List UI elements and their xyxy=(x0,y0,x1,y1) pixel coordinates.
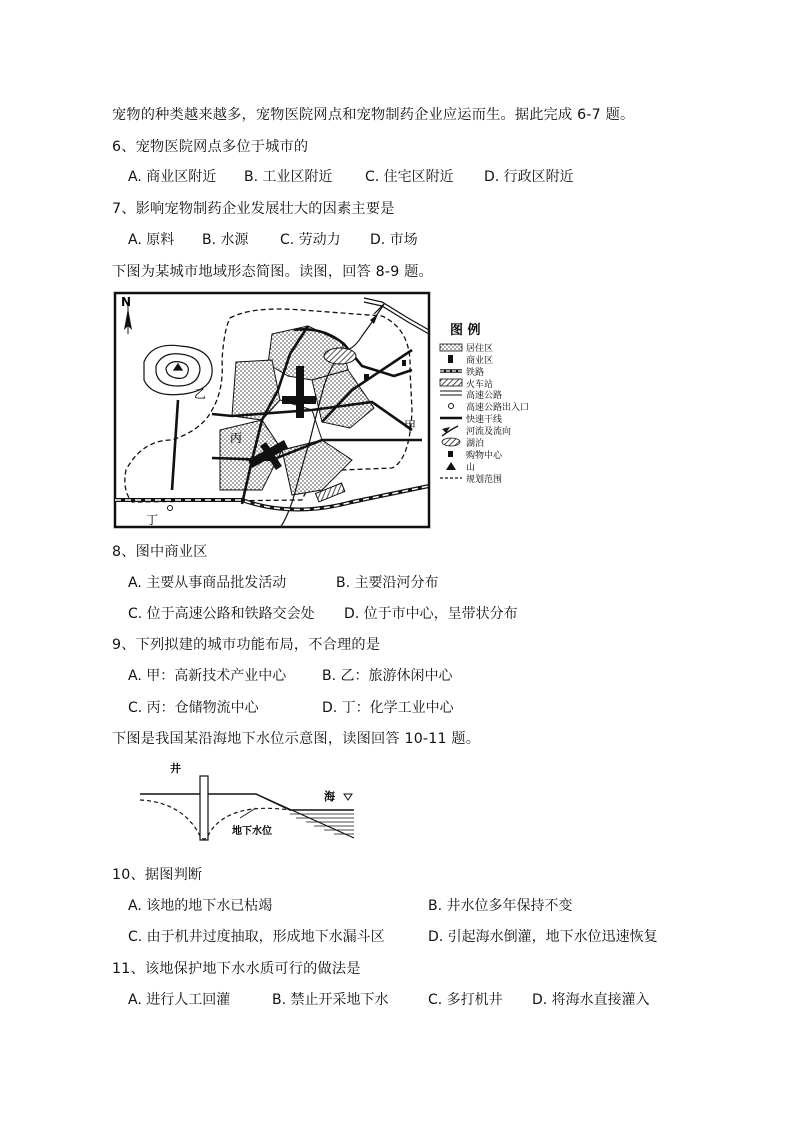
legend-title: 图 例 xyxy=(450,323,481,338)
well-icon xyxy=(200,776,208,840)
label-bing: 丙 xyxy=(230,431,243,445)
q6-option-d[interactable]: D. 行政区附近 xyxy=(484,169,574,185)
water-level-icon xyxy=(344,794,352,800)
q11-option-b[interactable]: B. 禁止开采地下水 xyxy=(272,992,389,1008)
legend-mountain: 山 xyxy=(466,463,476,473)
q7-option-c[interactable]: C. 劳动力 xyxy=(280,232,341,248)
q11-option-a[interactable]: A. 进行人工回灌 xyxy=(128,992,231,1008)
intro-8-9: 下图为某城市地域形态简图。读图，回答 8-9 题。 xyxy=(112,264,433,280)
q6-option-b[interactable]: B. 工业区附近 xyxy=(244,169,333,185)
question-11-stem: 11、该地保护地下水水质可行的做法是 xyxy=(112,961,361,977)
q9-option-a[interactable]: A. 甲：高新技术产业中心 xyxy=(128,668,287,684)
legend-mountain-swatch xyxy=(446,462,456,470)
q6-option-c[interactable]: C. 住宅区附近 xyxy=(365,169,454,185)
q7-option-a[interactable]: A. 原料 xyxy=(128,232,175,248)
q9-option-b[interactable]: B. 乙：旅游休闲中心 xyxy=(322,668,453,684)
map-legend xyxy=(440,322,529,485)
sea-label: 海 xyxy=(324,790,335,803)
shopping-center-icon xyxy=(364,374,369,380)
legend-river-swatch xyxy=(442,426,458,436)
legend-highway: 高速公路 xyxy=(466,391,503,401)
ground-surface xyxy=(140,794,354,810)
groundwater-label: 地下水位 xyxy=(232,826,272,837)
lake-icon xyxy=(324,348,356,364)
legend-exit-swatch xyxy=(449,404,454,409)
legend-exit: 高速公路出入口 xyxy=(466,403,530,413)
label-ding: 丁 xyxy=(146,513,159,527)
intro-6-7: 宠物的种类越来越多，宠物医院网点和宠物制药企业应运而生。据此完成 6-7 题。 xyxy=(112,107,635,123)
shopping-center-icon xyxy=(402,360,406,366)
q9-option-d[interactable]: D. 丁：化学工业中心 xyxy=(322,700,454,716)
legend-railway: 铁路 xyxy=(466,368,485,378)
legend-shopping: 购物中心 xyxy=(466,451,503,461)
q9-option-c[interactable]: C. 丙：仓储物流中心 xyxy=(128,700,259,716)
q10-option-a[interactable]: A. 该地的地下水已枯竭 xyxy=(128,898,273,914)
q11-option-d[interactable]: D. 将海水直接灌入 xyxy=(532,992,650,1008)
question-6-stem: 6、宠物医院网点多位于城市的 xyxy=(112,139,309,155)
question-7-stem: 7、影响宠物制药企业发展壮大的因素主要是 xyxy=(112,201,395,217)
legend-commercial-swatch xyxy=(448,355,453,363)
q7-option-b[interactable]: B. 水源 xyxy=(202,232,249,248)
well-label: 井 xyxy=(170,762,181,775)
q10-option-d[interactable]: D. 引起海水倒灌，地下水位迅速恢复 xyxy=(428,929,658,945)
legend-station: 火车站 xyxy=(466,380,494,390)
q8-option-a[interactable]: A. 主要从事商品批发活动 xyxy=(128,575,287,591)
q8-option-b[interactable]: B. 主要沿河分布 xyxy=(336,575,439,591)
q6-option-a[interactable]: A. 商业区附近 xyxy=(128,169,217,185)
q10-option-c[interactable]: C. 由于机井过度抽取，形成地下水漏斗区 xyxy=(128,929,385,945)
legend-lake-swatch xyxy=(442,438,460,446)
legend-shopping-swatch xyxy=(448,451,453,457)
q10-option-b[interactable]: B. 井水位多年保持不变 xyxy=(428,898,573,914)
q11-option-c[interactable]: C. 多打机井 xyxy=(428,992,503,1008)
q8-option-d[interactable]: D. 位于市中心，呈带状分布 xyxy=(344,606,518,622)
legend-station-swatch xyxy=(440,379,462,386)
q7-option-d[interactable]: D. 市场 xyxy=(370,232,418,248)
intro-10-11: 下图是我国某沿海地下水位示意图，读图回答 10-11 题。 xyxy=(112,731,481,747)
north-label: N xyxy=(121,295,132,309)
city-map-figure xyxy=(112,290,542,530)
question-9-stem: 9、下列拟建的城市功能布局，不合理的是 xyxy=(112,637,381,653)
question-10-stem: 10、据图判断 xyxy=(112,867,203,883)
q8-option-c[interactable]: C. 位于高速公路和铁路交会处 xyxy=(128,606,315,622)
groundwater-figure xyxy=(140,758,380,848)
question-8-stem: 8、图中商业区 xyxy=(112,544,208,560)
legend-lake: 湖泊 xyxy=(466,439,485,449)
groundwater-svg xyxy=(140,758,380,848)
legend-residential-swatch xyxy=(440,344,462,351)
city-map-svg xyxy=(112,290,542,530)
legend-arterial: 快速干线 xyxy=(466,415,503,425)
highway-exit-icon xyxy=(168,506,173,511)
legend-commercial: 商业区 xyxy=(466,356,494,366)
label-jia: 甲 xyxy=(404,419,417,433)
legend-boundary: 规划范围 xyxy=(466,475,503,485)
label-yi: 乙 xyxy=(194,387,207,401)
legend-residential: 居住区 xyxy=(466,344,494,354)
legend-river: 河流及流向 xyxy=(466,427,512,437)
